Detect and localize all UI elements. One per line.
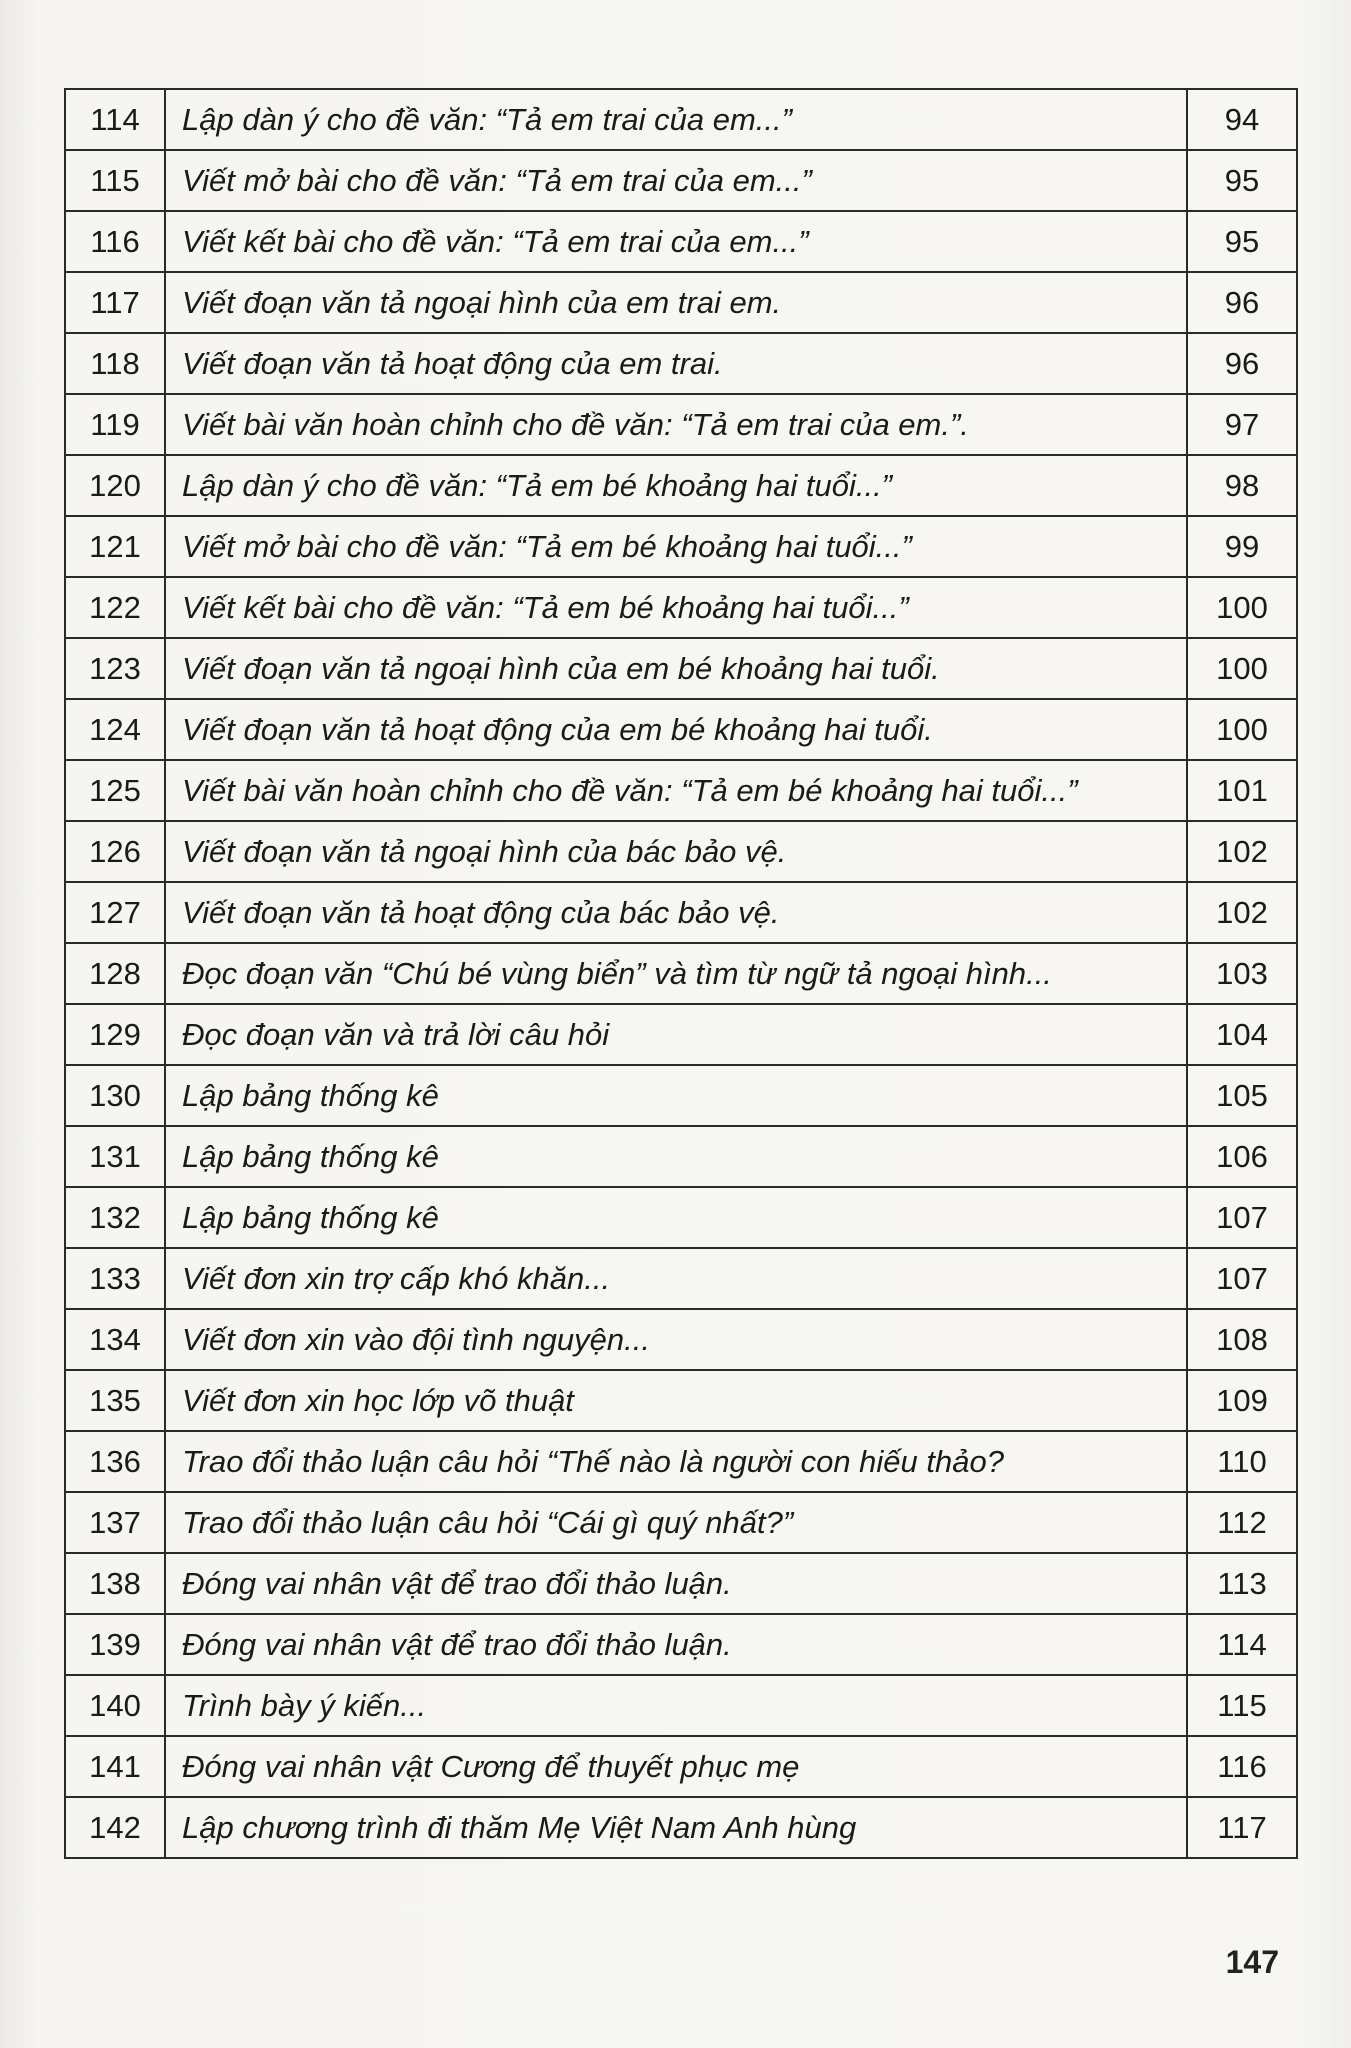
table-row [65, 455, 1297, 516]
entry-number: 141 [65, 1736, 165, 1797]
entry-title: Đóng vai nhân vật Cương để thuyết phục mẹ [165, 1736, 1187, 1797]
entry-number: 134 [65, 1309, 165, 1370]
entry-title: Viết đơn xin học lớp võ thuật [165, 1370, 1187, 1431]
entry-number: 125 [65, 760, 165, 821]
entry-number: 126 [65, 821, 165, 882]
table-row [65, 1065, 1297, 1126]
entry-page: 102 [1187, 821, 1297, 882]
entry-title: Viết kết bài cho đề văn: “Tả em bé khoảng hai tuổi...” [165, 577, 1187, 638]
entry-number: 130 [65, 1065, 165, 1126]
table-row [65, 1370, 1297, 1431]
entry-title: Viết đoạn văn tả hoạt động của em bé khoảng hai tuổi. [165, 699, 1187, 760]
table-row [65, 1614, 1297, 1675]
entry-title: Viết bài văn hoàn chỉnh cho đề văn: “Tả em trai của em.”. [165, 394, 1187, 455]
entry-number: 116 [65, 211, 165, 272]
entry-page: 103 [1187, 943, 1297, 1004]
entry-title: Đóng vai nhân vật để trao đổi thảo luận. [165, 1614, 1187, 1675]
table-row [65, 516, 1297, 577]
entry-page: 104 [1187, 1004, 1297, 1065]
entry-title: Viết đơn xin vào đội tình nguyện... [165, 1309, 1187, 1370]
entry-page: 107 [1187, 1248, 1297, 1309]
entry-title: Lập bảng thống kê [165, 1187, 1187, 1248]
entry-page: 117 [1187, 1797, 1297, 1858]
entry-page: 108 [1187, 1309, 1297, 1370]
entry-page: 110 [1187, 1431, 1297, 1492]
table-row [65, 1126, 1297, 1187]
entry-title: Viết đoạn văn tả ngoại hình của bác bảo vệ. [165, 821, 1187, 882]
entry-title: Viết đoạn văn tả hoạt động của bác bảo vệ. [165, 882, 1187, 943]
entry-title: Viết bài văn hoàn chỉnh cho đề văn: “Tả em bé khoảng hai tuổi...” [165, 760, 1187, 821]
entry-page: 97 [1187, 394, 1297, 455]
entry-title: Viết kết bài cho đề văn: “Tả em trai của em...” [165, 211, 1187, 272]
entry-title: Viết đoạn văn tả hoạt động của em trai. [165, 333, 1187, 394]
table-row [65, 1553, 1297, 1614]
table-row [65, 1431, 1297, 1492]
entry-title: Đọc đoạn văn và trả lời câu hỏi [165, 1004, 1187, 1065]
entry-number: 118 [65, 333, 165, 394]
entry-number: 136 [65, 1431, 165, 1492]
entry-number: 120 [65, 455, 165, 516]
entry-title: Viết mở bài cho đề văn: “Tả em trai của em...” [165, 150, 1187, 211]
entry-title: Đọc đoạn văn “Chú bé vùng biển” và tìm từ ngữ tả ngoại hình... [165, 943, 1187, 1004]
table-row [65, 1309, 1297, 1370]
table-row [65, 272, 1297, 333]
entry-number: 132 [65, 1187, 165, 1248]
entry-page: 114 [1187, 1614, 1297, 1675]
entry-title: Trao đổi thảo luận câu hỏi “Cái gì quý nhất?” [165, 1492, 1187, 1553]
entry-number: 127 [65, 882, 165, 943]
table-row [65, 333, 1297, 394]
entry-number: 139 [65, 1614, 165, 1675]
entry-page: 106 [1187, 1126, 1297, 1187]
table-row [65, 89, 1297, 150]
toc-body [65, 89, 1297, 1858]
entry-number: 115 [65, 150, 165, 211]
entry-page: 105 [1187, 1065, 1297, 1126]
entry-title: Viết đoạn văn tả ngoại hình của em bé khoảng hai tuổi. [165, 638, 1187, 699]
table-row [65, 1248, 1297, 1309]
table-row [65, 211, 1297, 272]
entry-number: 117 [65, 272, 165, 333]
table-row [65, 882, 1297, 943]
table-row [65, 1675, 1297, 1736]
entry-page: 99 [1187, 516, 1297, 577]
entry-page: 95 [1187, 211, 1297, 272]
entry-number: 131 [65, 1126, 165, 1187]
entry-page: 101 [1187, 760, 1297, 821]
entry-title: Lập dàn ý cho đề văn: “Tả em bé khoảng hai tuổi...” [165, 455, 1187, 516]
entry-page: 95 [1187, 150, 1297, 211]
table-row [65, 821, 1297, 882]
table-of-contents [64, 88, 1298, 1859]
entry-page: 102 [1187, 882, 1297, 943]
entry-number: 133 [65, 1248, 165, 1309]
entry-page: 107 [1187, 1187, 1297, 1248]
table-row [65, 394, 1297, 455]
entry-page: 96 [1187, 333, 1297, 394]
entry-title: Lập bảng thống kê [165, 1126, 1187, 1187]
entry-page: 96 [1187, 272, 1297, 333]
entry-title: Viết mở bài cho đề văn: “Tả em bé khoảng hai tuổi...” [165, 516, 1187, 577]
entry-page: 94 [1187, 89, 1297, 150]
entry-page: 115 [1187, 1675, 1297, 1736]
entry-page: 98 [1187, 455, 1297, 516]
table-row [65, 1797, 1297, 1858]
entry-title: Lập chương trình đi thăm Mẹ Việt Nam Anh hùng [165, 1797, 1187, 1858]
entry-title: Lập bảng thống kê [165, 1065, 1187, 1126]
entry-number: 140 [65, 1675, 165, 1736]
entry-title: Viết đoạn văn tả ngoại hình của em trai em. [165, 272, 1187, 333]
entry-page: 116 [1187, 1736, 1297, 1797]
entry-title: Viết đơn xin trợ cấp khó khăn... [165, 1248, 1187, 1309]
entry-number: 114 [65, 89, 165, 150]
entry-page: 112 [1187, 1492, 1297, 1553]
table-row [65, 150, 1297, 211]
table-row [65, 760, 1297, 821]
entry-number: 123 [65, 638, 165, 699]
entry-title: Đóng vai nhân vật để trao đổi thảo luận. [165, 1553, 1187, 1614]
entry-number: 142 [65, 1797, 165, 1858]
table-row [65, 1492, 1297, 1553]
table-row [65, 1736, 1297, 1797]
entry-title: Trình bày ý kiến... [165, 1675, 1187, 1736]
page-number: 147 [1225, 1944, 1279, 1980]
table-row [65, 699, 1297, 760]
entry-number: 128 [65, 943, 165, 1004]
entry-number: 135 [65, 1370, 165, 1431]
table-row [65, 638, 1297, 699]
entry-title: Lập dàn ý cho đề văn: “Tả em trai của em...” [165, 89, 1187, 150]
entry-number: 137 [65, 1492, 165, 1553]
table-row [65, 1004, 1297, 1065]
table-row [65, 943, 1297, 1004]
entry-page: 100 [1187, 699, 1297, 760]
entry-number: 121 [65, 516, 165, 577]
table-row [65, 577, 1297, 638]
entry-page: 109 [1187, 1370, 1297, 1431]
entry-number: 138 [65, 1553, 165, 1614]
table-row [65, 1187, 1297, 1248]
entry-number: 119 [65, 394, 165, 455]
entry-title: Trao đổi thảo luận câu hỏi “Thế nào là người con hiếu thảo? [165, 1431, 1187, 1492]
entry-number: 124 [65, 699, 165, 760]
entry-number: 129 [65, 1004, 165, 1065]
entry-number: 122 [65, 577, 165, 638]
entry-page: 100 [1187, 577, 1297, 638]
entry-page: 113 [1187, 1553, 1297, 1614]
entry-page: 100 [1187, 638, 1297, 699]
